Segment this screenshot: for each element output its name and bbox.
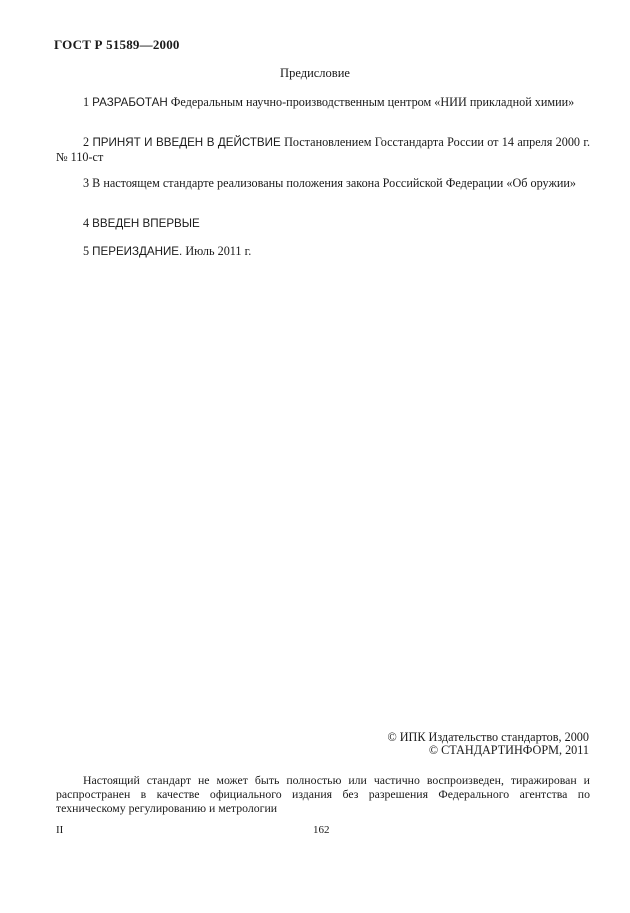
item-heading: ПЕРЕИЗДАНИЕ. [92, 245, 183, 258]
item-heading: ВВЕДЕН ВПЕРВЫЕ [92, 217, 200, 230]
copyright-block [387, 731, 589, 757]
foreword-item [56, 135, 590, 165]
item-text: Постановлением Госстандарта России от 14 апреля 2000 г. № 110-ст [56, 135, 591, 164]
item-text: Федеральным научно-производственным центром «НИИ прикладной химии» [170, 95, 575, 109]
item-number: 1 [83, 95, 90, 109]
page-number: 162 [313, 824, 330, 836]
item-text: Июль 2011 г. [185, 244, 252, 258]
item-heading: РАЗРАБОТАН [92, 96, 168, 109]
item-number: 4 [83, 216, 90, 230]
foreword-item [56, 244, 590, 259]
copyright-line: © ИПК Издательство стандартов, 2000 [387, 730, 589, 744]
foreword-title: Предисловие [280, 66, 350, 80]
item-number: 2 [83, 135, 90, 149]
reproduction-notice: Настоящий стандарт не может быть полностью или частично воспроизведен, тиражирован и распространен в качестве официального издания без разрешения Федерального агентства по техническому регулированию и метрологии [56, 773, 590, 815]
item-heading: ПРИНЯТ И ВВЕДЕН В ДЕЙСТВИЕ [92, 136, 281, 149]
item-text: В настоящем стандарте реализованы положения закона Российской Федерации «Об оружии» [92, 176, 577, 190]
item-number: 5 [83, 244, 90, 258]
copyright-line: © СТАНДАРТИНФОРМ, 2011 [428, 743, 589, 757]
roman-page-number: II [56, 824, 64, 836]
foreword-item [56, 216, 590, 231]
foreword-item [56, 176, 590, 191]
standard-id-header: ГОСТ Р 51589—2000 [54, 37, 180, 52]
item-number: 3 [83, 176, 90, 190]
foreword-item [56, 95, 590, 110]
